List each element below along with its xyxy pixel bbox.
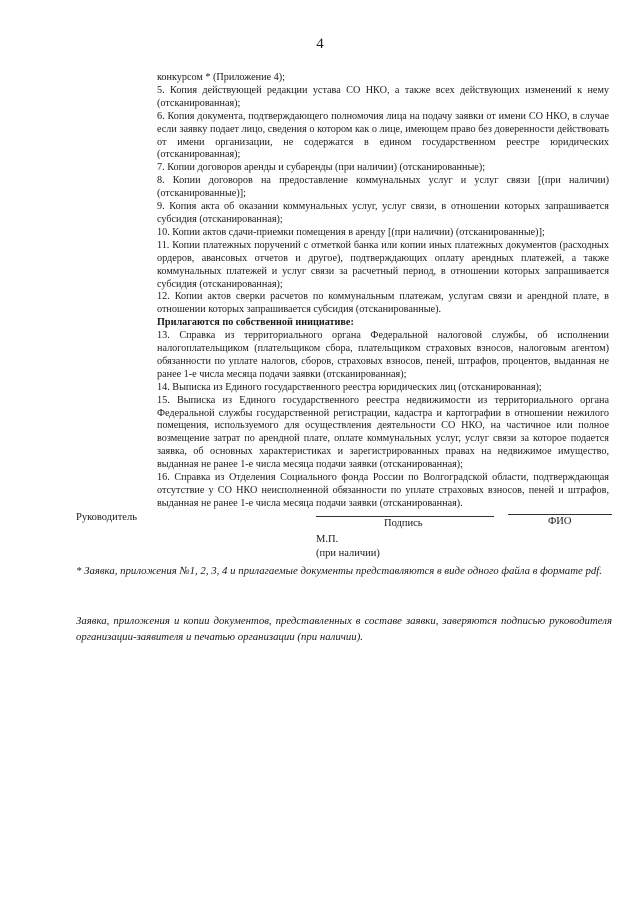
list-item: 11. Копии платежных поручений с отметкой банка или копии иных платежных документов (расходных ордеров, авансовых отчетов и другое), подтверждающих оплату арендных платежей, а также коммунальных платежей и услуг связи за расчетный период, в отношении которых запрашивается субсидия (отсканированная); <box>157 239 609 290</box>
stamp-label: М.П. <box>316 534 339 545</box>
list-item: 12. Копии актов сверки расчетов по коммунальным платежам, услугам связи и арендной плате, в отношении которых запрашивается субсидия (отсканированные). <box>157 291 609 316</box>
page-number: 4 <box>316 36 324 52</box>
list-item: 15. Выписка из Единого государственного реестра недвижимости из территориального органа Федеральной службы государственной регистрации, кадастра и картографии в отношении нежилого помещения, используемого для осуществления деятельности СО НКО, на частичное или полное возмещение затрат по арендной плате, оплате коммунальных услуг, услуг связи за которое подается заявка, об основных характеристиках и зарегистрированных правах на недвижимое имущество, выданная не ранее 1-е числа месяца подачи заявки (отсканированная); <box>157 394 609 471</box>
footnote: * Заявка, приложения №1, 2, 3, 4 и прилагаемые документы представляются в виде одного файла в формате pdf. <box>76 565 602 577</box>
signature-caption: Подпись <box>384 518 423 529</box>
list-item: 5. Копия действующей редакции устава СО НКО, а также всех действующих изменений к нему (отсканированная); <box>157 84 609 109</box>
list-item: 6. Копия документа, подтверждающего полномочия лица на подачу заявки от имени СО НКО, в случае если заявку подает лицо, сведения о котором как о лице, имеющем право без доверенности действовать от имени организации, не содержатся в едином государственном реестре юридических (отсканированная); <box>157 110 609 161</box>
list-item: 8. Копии договоров на предоставление коммунальных услуг и услуг связи [(при наличии) (отсканированные)]; <box>157 175 609 200</box>
list-item: 9. Копия акта об оказании коммунальных услуг, услуг связи, в отношении которых запрашивается субсидия (отсканированная); <box>157 201 609 225</box>
initiative-heading: Прилагаются по собственной инициативе: <box>157 317 354 329</box>
list-item: 14. Выписка из Единого государственного реестра юридических лиц (отсканированная); <box>157 381 542 393</box>
name-caption: ФИО <box>548 516 572 527</box>
certification-note: Заявка, приложения и копии документов, представленных в составе заявки, заверяются подписью руководителя организации-заявителя и печатью организации (при наличии). <box>76 615 612 643</box>
name-line <box>508 514 612 515</box>
list-item: 10. Копии актов сдачи-приемки помещения в аренду [(при наличии) (отсканированные)]; <box>157 226 545 238</box>
signature-label: Руководитель <box>76 512 137 523</box>
stamp-note: (при наличии) <box>316 548 380 559</box>
signature-line <box>316 516 494 517</box>
list-item: конкурсом * (Приложение 4); <box>157 72 285 83</box>
list-item: 13. Справка из территориального органа Федеральной налоговой службы, об исполнении налогоплательщиком (плательщиком сбора, плательщиком страховых взносов, налоговым агентом) обязанности по уплате налогов, сборов, страховых взносов, пеней, штрафов, процентов, выданная не ранее 1-е числа месяца подачи заявки (отсканированная); <box>157 330 609 380</box>
list-item: 7. Копии договоров аренды и субаренды (при наличии) (отсканированные); <box>157 162 486 174</box>
list-item: 16. Справка из Отделения Социального фонда России по Волгоградской области, подтверждающая отсутствие у СО НКО неисполненной обязанности по уплате страховых взносов, пеней и штрафов, выданная не ранее 1-е числа месяца подачи заявки (отсканированная). <box>157 472 609 509</box>
attachments-list <box>157 72 609 511</box>
